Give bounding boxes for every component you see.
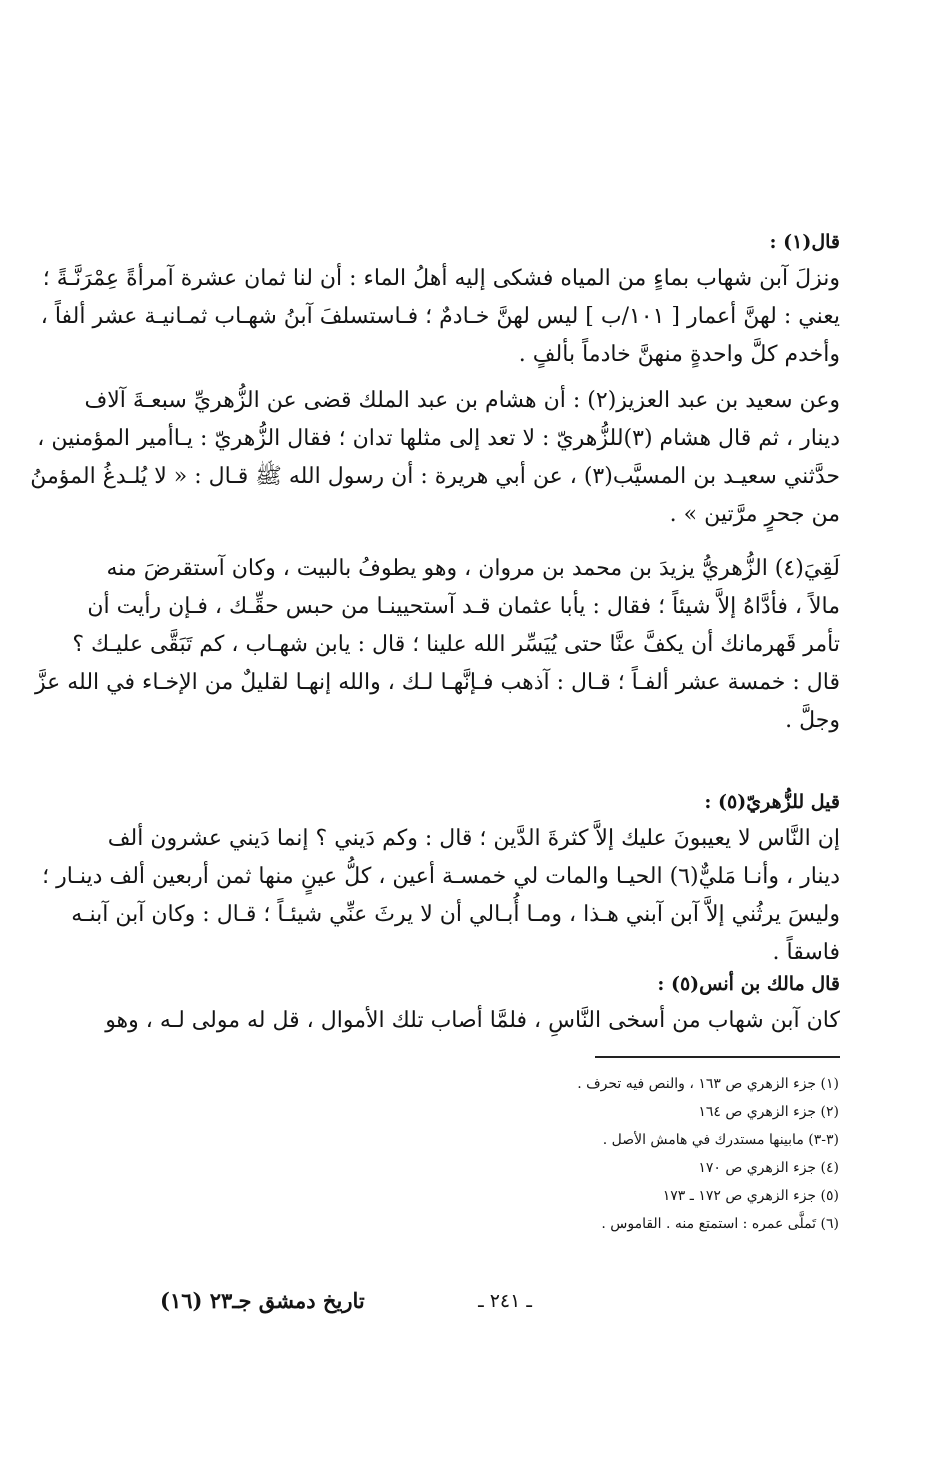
text-line: كان آبن شهاب من أسخى النَّاسِ ، فلمَّا أصاب تلك الأموال ، قل له مولى لـه ، وهو	[105, 1008, 840, 1033]
text-line: ونزلَ آبن شهاب بماءٍ من المياه فشكى إليه أهلُ الماء : أن لنا ثمان عشرة آمرأةً عِمْرَنَّـةً ؛	[42, 266, 840, 291]
footnote: (٦) تَملَّى عمره : استمتع منه . القاموس .	[601, 1216, 839, 1232]
text-line: دينار ، وأنـا مَليٌّ(٦) الحيـا والمات لي خمسـة أعين ، كلُّ عينٍ منها ثمن أربعين ألف دينـار ؛	[42, 864, 840, 889]
text-line: تأمر قَهرمانك أن يكفَّ عنَّا حتى يُيَسِّر الله علينا ؛ قال : يابن شهـاب ، كم تَبَقَّى عليـك ؟	[72, 632, 840, 657]
heading-malik-bin-anas: قال مالك بن أنس(٥) :	[657, 973, 840, 995]
text-line: وأخدم كلَّ واحدةٍ منهنَّ خادماً بألفٍ .	[518, 342, 840, 367]
text-line: إن النَّاس لا يعيبونَ عليك إلاَّ كثرةَ الدَّين ؛ قال : وكم دَيني ؟ إنما دَيني عشرون ألف	[107, 826, 840, 851]
text-line: من جحرٍ مرَّتين » .	[669, 502, 840, 527]
footnote: (١) جزء الزهري ص ١٦٣ ، والنص فيه تحرف .	[577, 1076, 839, 1092]
text-line: لَقِيَ(٤) الزُّهريُّ يزيدَ بن محمد بن مروان ، وهو يطوفُ بالبيت ، وكان آستقرضَ منه	[106, 556, 840, 581]
text-line: حدَّثني سعيـد بن المسيَّب(٣) ، عن أبي هريرة : أن رسول الله ﷺ قـال : « لا يُلـدغُ المؤمنُ	[30, 464, 840, 489]
footnote: (٤) جزء الزهري ص ١٧٠	[698, 1160, 839, 1176]
footnote: (٣-٣) مابينها مستدرك في هامش الأصل .	[602, 1132, 839, 1148]
text-line: قال : خمسة عشر ألفـاً ؛ قـال : آذهب فـإنَّهـا لـك ، والله إنهـا لقليلٌ من الإخـاء في الله عزَّ	[35, 670, 840, 695]
footnote-divider	[595, 1056, 840, 1058]
page-number: ـ ٢٤١ ـ	[478, 1290, 532, 1312]
footnotes	[459, 1070, 839, 1238]
footnote: (٥) جزء الزهري ص ١٧٢ ـ ١٧٣	[662, 1188, 839, 1204]
section-3	[35, 550, 840, 740]
section-4	[42, 784, 840, 972]
section-2	[30, 382, 840, 534]
text-line: وجلَّ .	[785, 708, 840, 733]
section-5	[105, 966, 840, 1040]
text-line: وليسَ يرثُني إلاَّ آبن آبني هـذا ، ومـا أُبـالي أن لا يرثَ عنِّي شيئـاً ؛ قـال : وكان آبن آبنـه	[71, 902, 840, 927]
text-line: يعني : لهنَّ أعمار [ ١٠١/ب ] ليس لهنَّ خـادمٌ ؛ فـاستسلفَ آبنُ شهـاب ثمـانيـة عشر ألفاً ،	[40, 304, 840, 329]
text-line: مالاً ، فأدَّاهُ إلاَّ شيئاً ؛ فقال : يأبا عثمان قـد آستحيينـا من حبس حقِّـك ، فـإن رأيت أن	[87, 594, 840, 619]
text-line: وعن سعيد بن عبد العزيز(٢) : أن هشام بن عبد الملك قضى عن الزُّهريِّ سبعـةَ آلاف	[84, 388, 840, 413]
section-1	[40, 224, 840, 374]
text-line: فاسقاً .	[772, 940, 840, 965]
heading-qila-lilzuhri: قيل للزُّهريّ(٥) :	[704, 791, 840, 813]
heading-qala: قال(١) :	[769, 231, 840, 253]
book-title: تاريخ دمشق جـ٢٣ (١٦)	[160, 1288, 365, 1313]
footnote: (٢) جزء الزهري ص ١٦٤	[698, 1104, 839, 1120]
text-line: دينار ، ثم قال هشام (٣)للزُّهريّ : لا تعد إلى مثلها تدان ؛ فقال الزُّهريّ : يـاأمير المؤمنين ،	[37, 426, 840, 451]
